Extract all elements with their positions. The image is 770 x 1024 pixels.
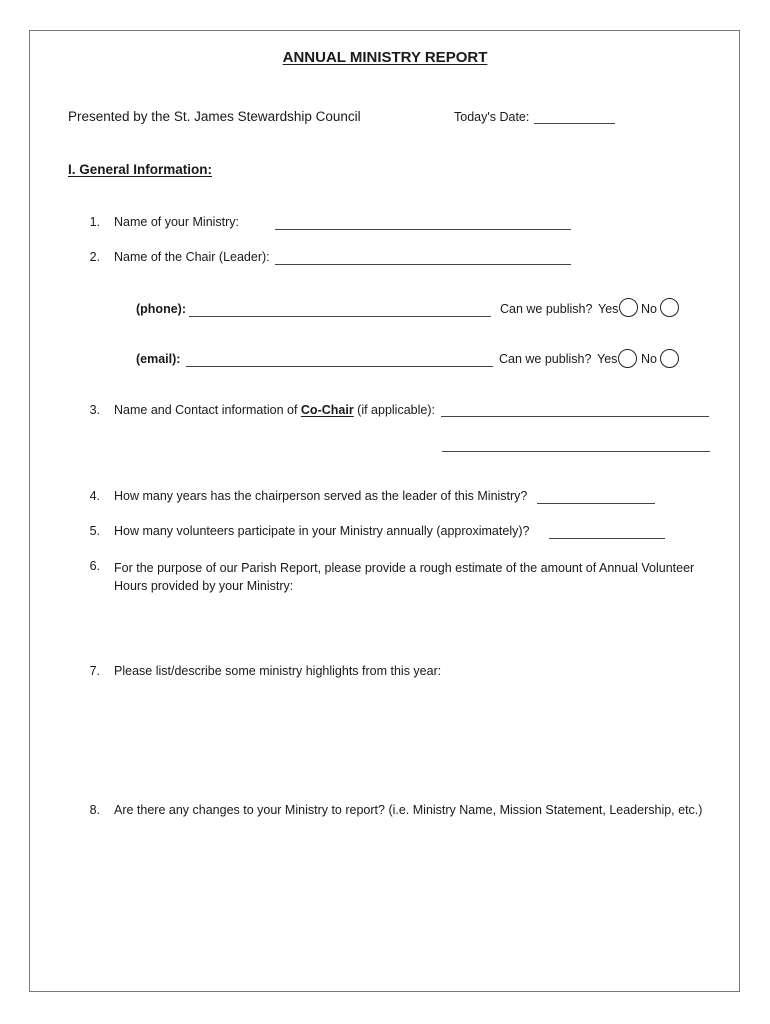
- co-chair-field-line-1[interactable]: [441, 416, 709, 417]
- email-label: (email):: [136, 352, 181, 366]
- presented-by-text: Presented by the St. James Stewardship Council: [68, 109, 361, 124]
- phone-publish-label: Can we publish?: [500, 302, 593, 316]
- phone-publish-yes-label: Yes: [598, 302, 619, 316]
- question-3-number: 3.: [89, 403, 100, 417]
- email-field[interactable]: [186, 366, 493, 367]
- question-8-number: 8.: [89, 803, 100, 817]
- section-heading-general-information: I. General Information:: [68, 162, 213, 177]
- question-1-number: 1.: [89, 215, 100, 229]
- question-4-number: 4.: [89, 489, 100, 503]
- todays-date-field[interactable]: [534, 123, 615, 124]
- question-8-label: Are there any changes to your Ministry to report? (i.e. Ministry Name, Mission Statement, Leadership, etc.): [114, 803, 703, 817]
- question-4-label: How many years has the chairperson served as the leader of this Ministry?: [114, 489, 528, 503]
- email-publish-yes-radio[interactable]: [618, 349, 637, 368]
- chair-name-field[interactable]: [275, 264, 571, 265]
- question-2-label: Name of the Chair (Leader):: [114, 250, 270, 264]
- phone-publish-no-label: No: [641, 302, 657, 316]
- email-publish-label: Can we publish?: [499, 352, 592, 366]
- question-2-number: 2.: [89, 250, 100, 264]
- question-7-number: 7.: [89, 664, 100, 678]
- phone-label: (phone):: [136, 302, 186, 316]
- email-publish-no-label: No: [641, 352, 657, 366]
- email-publish-no-radio[interactable]: [660, 349, 679, 368]
- question-1-label: Name of your Ministry:: [114, 215, 240, 229]
- chair-years-field[interactable]: [537, 503, 655, 504]
- question-3-text-after: (if applicable):: [353, 403, 435, 417]
- phone-field[interactable]: [189, 316, 491, 317]
- question-7-label: Please list/describe some ministry highlights from this year:: [114, 664, 442, 678]
- co-chair-field-line-2[interactable]: [442, 451, 710, 452]
- ministry-name-field[interactable]: [275, 229, 571, 230]
- question-3-label: [114, 403, 435, 417]
- question-3-text-before: Name and Contact information of: [114, 403, 301, 417]
- phone-publish-no-radio[interactable]: [660, 298, 679, 317]
- todays-date-label: Today's Date:: [454, 110, 530, 124]
- question-5-number: 5.: [89, 524, 100, 538]
- volunteers-count-field[interactable]: [549, 538, 665, 539]
- question-5-label: How many volunteers participate in your Ministry annually (approximately)?: [114, 524, 530, 538]
- phone-publish-yes-radio[interactable]: [619, 298, 638, 317]
- co-chair-term: Co-Chair: [300, 403, 354, 417]
- email-publish-yes-label: Yes: [597, 352, 618, 366]
- question-6-label: For the purpose of our Parish Report, please provide a rough estimate of the amount of Annual Volunteer Hours provided by your Ministry:: [114, 561, 695, 593]
- document-title: ANNUAL MINISTRY REPORT: [282, 49, 488, 66]
- question-6-number: 6.: [89, 559, 100, 573]
